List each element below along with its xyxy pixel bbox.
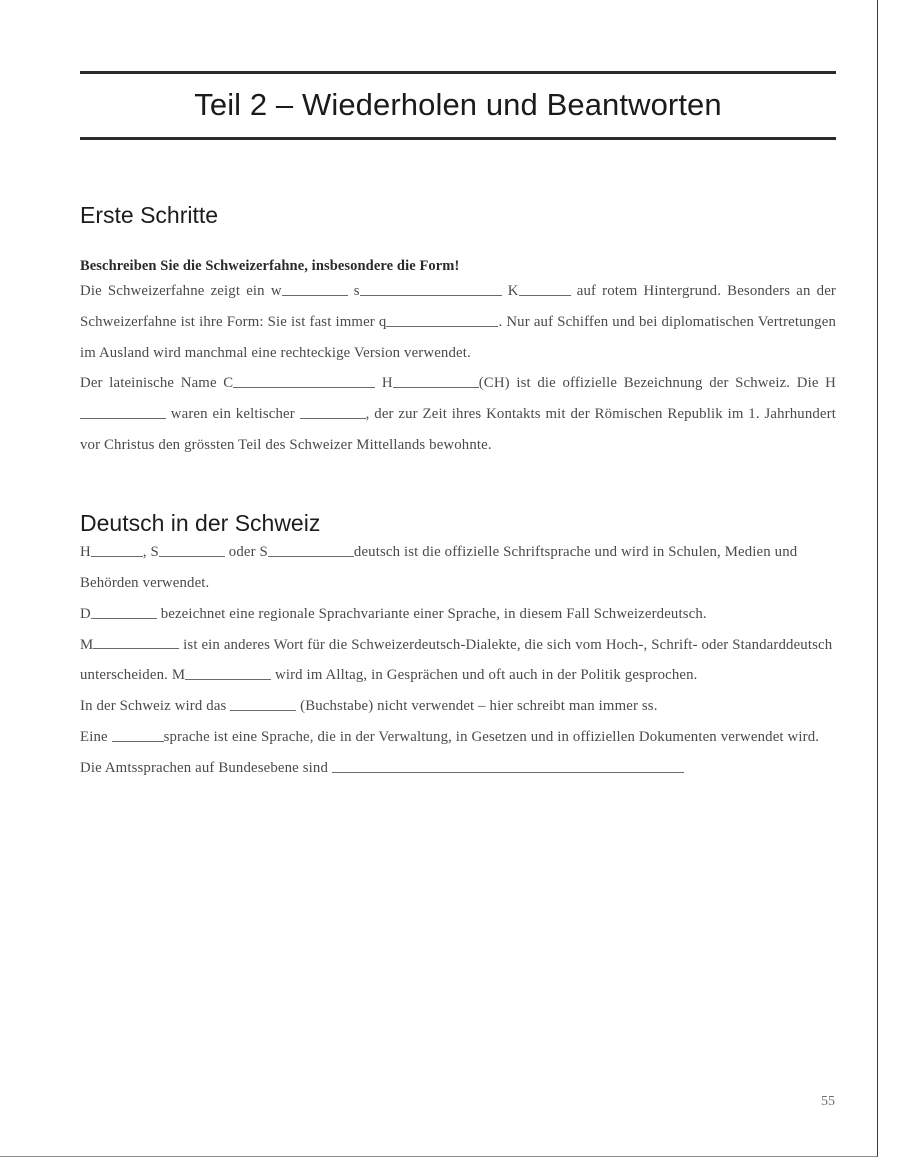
- text-run: (CH) ist die offizielle Bezeichnung der Schweiz. Die H: [478, 375, 837, 392]
- text-run: waren ein keltischer: [166, 406, 300, 423]
- text-run: auf rotem Hintergrund. Besonders an der Schweizerfahne ist ihre Form: Sie ist fast immer q: [80, 283, 836, 330]
- text-run: H: [80, 544, 91, 561]
- title-block: [80, 71, 836, 140]
- text-run: (Buchstabe) nicht verwendet – hier schreibt man immer ss.: [296, 698, 658, 715]
- blank-field[interactable]: [360, 281, 502, 296]
- page-content: [80, 0, 836, 783]
- text-run: oder S: [224, 544, 268, 561]
- text-run: sprache ist eine Sprache, die in der Verwaltung, in Gesetzen und in offiziellen Dokumenten verwendet wird.: [163, 728, 820, 745]
- blank-field[interactable]: [91, 543, 143, 558]
- section-heading-deutsch-in-der-schweiz: Deutsch in der Schweiz: [80, 509, 321, 536]
- text-run: s: [347, 283, 360, 300]
- blank-field[interactable]: [332, 758, 684, 773]
- instruction-text: Beschreiben Sie die Schweizerfahne, insbesondere die Form!: [80, 258, 460, 275]
- blank-field[interactable]: [233, 374, 375, 389]
- text-run: Der lateinische Name C: [80, 375, 234, 392]
- text-run: . Nur auf Schiffen und bei diplomatischen Vertretungen im Ausland wird manchmal eine rechteckige Version verwendet.: [80, 313, 836, 361]
- text-run: D: [80, 605, 91, 622]
- page-number: 55: [821, 1094, 835, 1109]
- blank-field[interactable]: [93, 635, 179, 650]
- blank-field[interactable]: [112, 727, 164, 742]
- blank-field[interactable]: [91, 604, 157, 619]
- text-run: , S: [142, 544, 159, 561]
- blank-field[interactable]: [282, 281, 348, 296]
- blank-field[interactable]: [519, 281, 571, 296]
- text-run: Die Amtssprachen auf Bundesebene sind: [80, 759, 332, 776]
- blank-field[interactable]: [386, 312, 498, 327]
- blank-field[interactable]: [268, 543, 354, 558]
- paragraph-bundesebene: [80, 753, 836, 784]
- section-heading-erste-schritte: Erste Schritte: [80, 201, 219, 228]
- paragraph-dialekt: [80, 599, 836, 630]
- paragraph-lateinischer-name: [80, 368, 836, 460]
- text-run: K: [501, 283, 519, 300]
- blank-field[interactable]: [393, 374, 479, 389]
- text-run: In der Schweiz wird das: [80, 698, 231, 715]
- text-run: M: [80, 636, 94, 653]
- page-title: Teil 2 – Wiederholen und Beantworten: [194, 87, 722, 122]
- blank-field[interactable]: [300, 404, 366, 419]
- paragraph-mundart: [80, 630, 836, 692]
- blank-field[interactable]: [185, 666, 271, 681]
- text-run: Die Schweizerfahne zeigt ein w: [80, 283, 282, 300]
- text-run: H: [375, 375, 393, 392]
- paragraph-buchstabe: [80, 691, 836, 722]
- text-run: Eine: [80, 728, 112, 745]
- text-run: bezeichnet eine regionale Sprachvariante einer Sprache, in diesem Fall Schweizerdeutsch.: [156, 605, 707, 622]
- blank-field[interactable]: [230, 696, 296, 711]
- paragraph-schriftsprache: [80, 537, 836, 599]
- text-run: , der zur Zeit ihres Kontakts mit der Römischen Republik im 1. Jahrhundert vor Christus den grössten Teil des Schweizer Mittellands bewohnte.: [80, 406, 836, 453]
- text-run: wird im Alltag, in Gesprächen und oft auch in der Politik gesprochen.: [271, 667, 698, 684]
- text-run: ist ein anderes Wort für die Schweizerdeutsch-Dialekte, die sich vom Hoch-, Schrift- oder Standarddeutsch unterscheiden. M: [80, 636, 833, 684]
- paragraph-amtssprache: [80, 722, 836, 753]
- text-run: deutsch ist die offizielle Schriftsprache und wird in Schulen, Medien und Behörden verwendet.: [80, 544, 798, 592]
- blank-field[interactable]: [80, 404, 166, 419]
- title-rule-bottom: [80, 137, 836, 140]
- blank-field[interactable]: [159, 543, 225, 558]
- paragraph-schweizerfahne: [80, 276, 836, 368]
